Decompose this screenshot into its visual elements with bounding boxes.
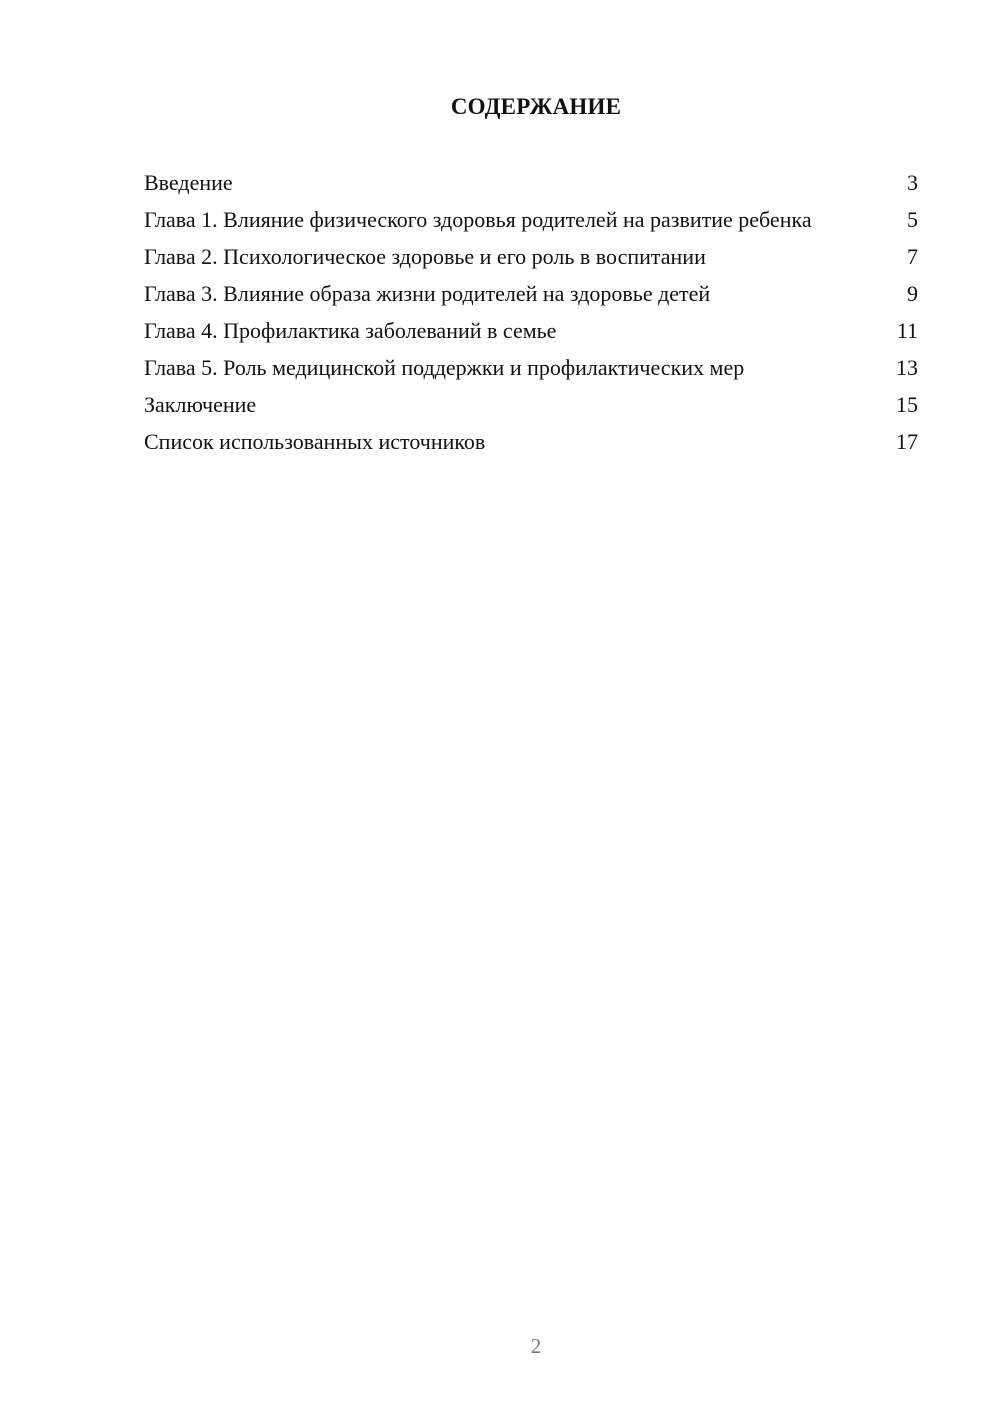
toc-entry-page: 13 [896,355,918,380]
toc-entry-chapter-4[interactable] [144,318,918,344]
toc-entry-label: Заключение [144,392,257,417]
toc-entry-references[interactable] [144,429,918,455]
page-title: СОДЕРЖАНИЕ [450,94,622,119]
toc-entry-chapter-1[interactable] [144,207,918,233]
toc-entry-label: Глава 4. Профилактика заболеваний в семье [144,318,557,343]
page-number: 2 [530,1334,542,1358]
toc-entry-page: 3 [907,170,918,195]
toc-entry-page: 15 [896,392,918,417]
toc-entry-label: Глава 1. Влияние физического здоровья родителей на развитие ребенка [144,207,812,232]
toc-entry-chapter-3[interactable] [144,281,918,307]
toc-entry-page: 11 [896,318,918,343]
toc-entry-label: Глава 2. Психологическое здоровье и его роль в воспитании [144,244,706,269]
toc-entry-chapter-5[interactable] [144,355,918,381]
toc-entry-page: 7 [907,244,918,269]
table-of-contents [144,170,918,466]
toc-entry-chapter-2[interactable] [144,244,918,270]
toc-entry-introduction[interactable] [144,170,918,196]
toc-entry-label: Глава 3. Влияние образа жизни родителей на здоровье детей [144,281,711,306]
toc-entry-label: Введение [144,170,233,195]
toc-entry-conclusion[interactable] [144,392,918,418]
toc-entry-page: 5 [907,207,918,232]
toc-entry-label: Глава 5. Роль медицинской поддержки и профилактических мер [144,355,745,380]
toc-entry-page: 9 [907,281,918,306]
toc-entry-label: Список использованных источников [144,429,486,454]
toc-entry-page: 17 [896,429,918,454]
